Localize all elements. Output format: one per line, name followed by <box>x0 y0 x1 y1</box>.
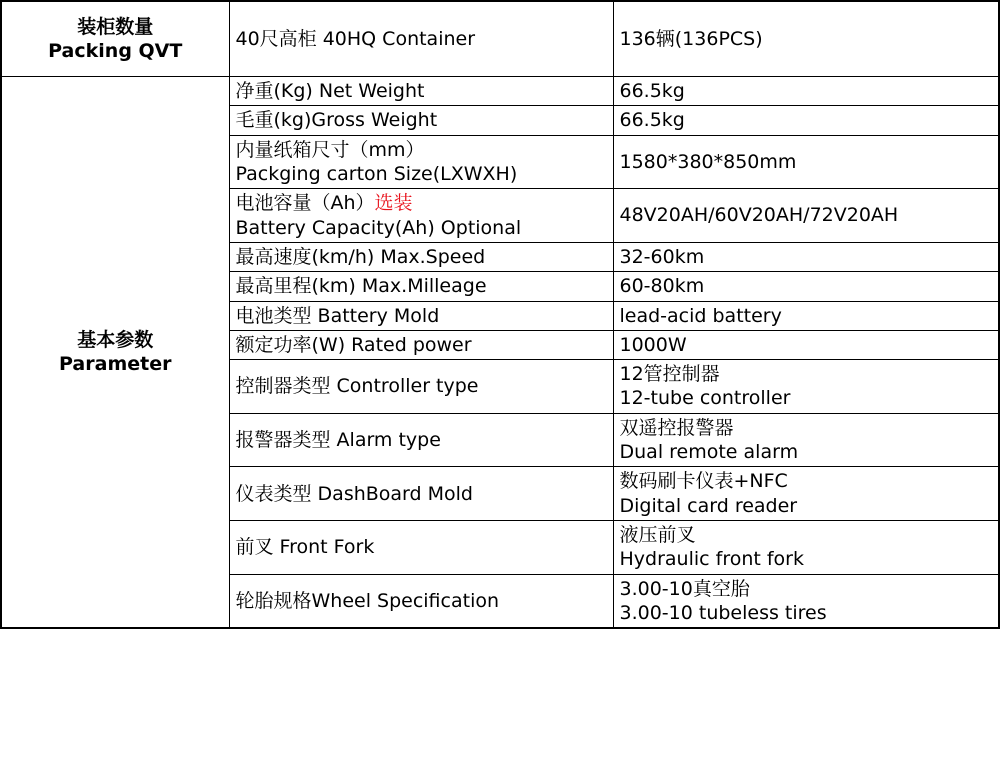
spec-value: 液压前叉 Hydraulic front fork <box>613 521 999 575</box>
section-label-parameter: 基本参数 Parameter <box>1 77 229 629</box>
spec-name: 40尺高柜 40HQ Container <box>229 1 613 77</box>
table-row <box>1 77 999 106</box>
optional-badge: 选装 <box>374 192 413 215</box>
spec-name: 额定功率(W) Rated power <box>229 330 613 359</box>
spec-name-chinese: 电池容量（Ah） <box>235 192 375 215</box>
section-label-packing: 装柜数量 Packing QVT <box>1 1 229 77</box>
spec-name: 控制器类型 Controller type <box>229 360 613 414</box>
spec-name: 前叉 Front Fork <box>229 521 613 575</box>
spec-value: 60-80km <box>613 272 999 301</box>
spec-name: 电池类型 Battery Mold <box>229 301 613 330</box>
spec-value: 1000W <box>613 330 999 359</box>
spec-value: 1580*380*850mm <box>613 135 999 189</box>
spec-name: 电池容量（Ah）选装 Battery Capacity(Ah) Optional <box>229 189 613 243</box>
spec-value: 3.00-10真空胎 3.00-10 tubeless tires <box>613 574 999 628</box>
spec-name: 轮胎规格Wheel Specification <box>229 574 613 628</box>
spec-value: 双遥控报警器 Dual remote alarm <box>613 413 999 467</box>
spec-name: 报警器类型 Alarm type <box>229 413 613 467</box>
spec-name: 内量纸箱尺寸（mm） Packging carton Size(LXWXH) <box>229 135 613 189</box>
spec-value: 48V20AH/60V20AH/72V20AH <box>613 189 999 243</box>
spec-value: 32-60km <box>613 242 999 271</box>
spec-name: 最高里程(km) Max.Milleage <box>229 272 613 301</box>
spec-name: 净重(Kg) Net Weight <box>229 77 613 106</box>
spec-value: 数码刷卡仪表+NFC Digital card reader <box>613 467 999 521</box>
spec-value: 66.5kg <box>613 77 999 106</box>
spec-value: lead-acid battery <box>613 301 999 330</box>
spec-name: 毛重(kg)Gross Weight <box>229 106 613 135</box>
spec-value: 136辆(136PCS) <box>613 1 999 77</box>
spec-name: 最高速度(km/h) Max.Speed <box>229 242 613 271</box>
table-row <box>1 1 999 77</box>
spec-value: 66.5kg <box>613 106 999 135</box>
spec-value: 12管控制器 12-tube controller <box>613 360 999 414</box>
spec-name: 仪表类型 DashBoard Mold <box>229 467 613 521</box>
